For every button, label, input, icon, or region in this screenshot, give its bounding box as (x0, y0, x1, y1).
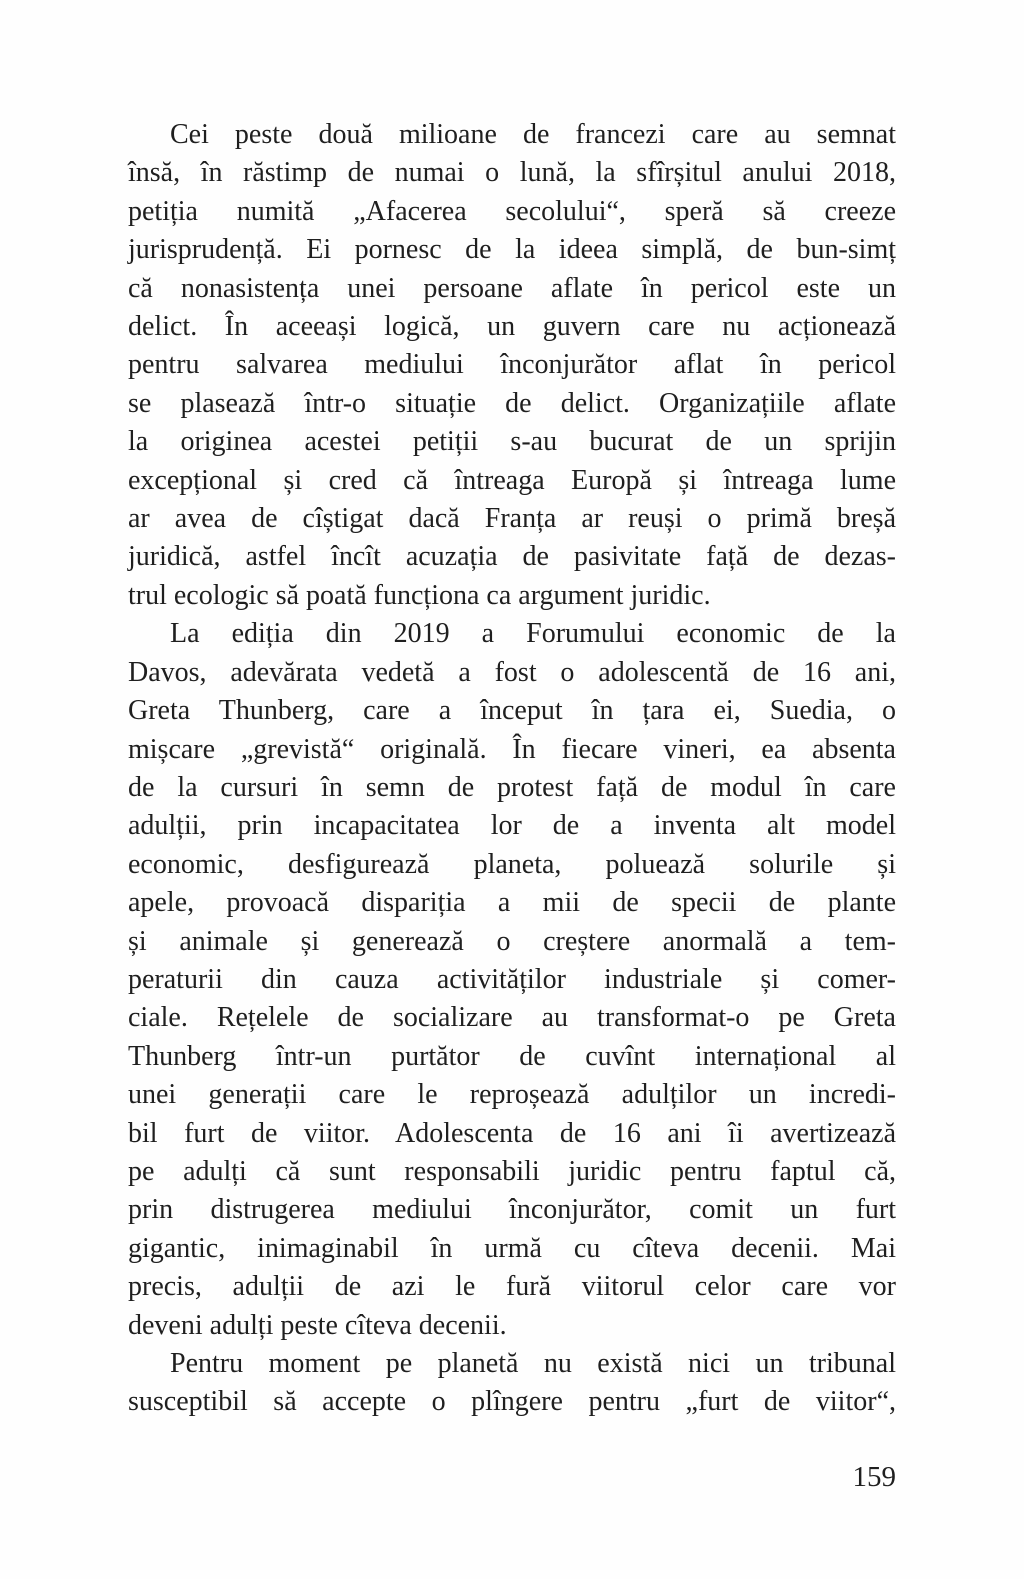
text-line: pe adulți că sunt responsabili juridic pentru faptul că, (128, 1155, 896, 1187)
text-line: Pentru moment pe planetă nu există nici un tribunal (170, 1348, 896, 1379)
text-line: La ediția din 2019 a Forumului economic de la (170, 618, 896, 650)
text-line: însă, în răstimp de numai o lună, la sfîrșitul anului 2018, (128, 157, 896, 189)
text-line: Thunberg într-un purtător de cuvînt internațional al (128, 1040, 896, 1072)
text-line: ciale. Rețelele de socializare au transformat-o pe Greta (128, 1002, 896, 1034)
text-line: trul ecologic să poată funcționa ca argument juridic. (128, 579, 711, 611)
text-line: juridică, astfel încît acuzația de pasivitate față de dezas- (128, 541, 896, 573)
text-line: apele, provoacă dispariția a mii de specii de plante (128, 887, 896, 919)
text-line: că nonasistența unei persoane aflate în pericol este un (128, 272, 896, 304)
text-line: jurisprudență. Ei pornesc de la ideea simplă, de bun-simț (128, 234, 896, 266)
paragraph (128, 615, 896, 1345)
text-line: Greta Thunberg, care a început în țara ei, Suedia, o (128, 695, 896, 727)
text-line: Cei peste două milioane de francezi care au semnat (170, 119, 896, 150)
text-line: unei generații care le reproșează adulților un incredi- (128, 1079, 896, 1111)
text-line: excepțional și cred că întreaga Europă și întreaga lume (128, 464, 896, 496)
text-line: de la cursuri în semn de protest față de modul în care (128, 771, 896, 803)
text-line: gigantic, inimaginabil în urmă cu cîteva decenii. Mai (128, 1232, 896, 1264)
text-line: susceptibil să accepte o plîngere pentru „furt de viitor“, (128, 1386, 896, 1418)
text-line: economic, desfigurează planeta, poluează solurile și (128, 848, 896, 880)
text-line: la originea acestei petiții s-au bucurat de un sprijin (128, 426, 896, 458)
text-line: deveni adulți peste cîteva decenii. (128, 1309, 507, 1341)
text-line: se plasează într-o situație de delict. Organizațiile aflate (128, 387, 896, 419)
text-line: mișcare „grevistă“ originală. În fiecare vineri, ea absenta (128, 733, 896, 765)
page-number: 159 (852, 1461, 896, 1493)
text-line: precis, adulții de azi le fură viitorul celor care vor (128, 1271, 896, 1303)
paragraph (128, 1345, 896, 1422)
text-line: delict. În aceeași logică, un guvern care nu acționează (128, 311, 896, 343)
text-line: adulții, prin incapacitatea lor de a inventa alt model (128, 810, 896, 842)
text-line: bil furt de viitor. Adolescenta de 16 ani îi avertizează (128, 1117, 896, 1149)
text-line: Davos, adevărata vedetă a fost o adolescentă de 16 ani, (128, 656, 896, 688)
text-line: peraturii din cauza activităților industriale și comer- (128, 963, 896, 995)
text-line: prin distrugerea mediului înconjurător, comit un furt (128, 1194, 896, 1226)
body-text (128, 116, 896, 1422)
text-line: și animale și generează o creștere anormală a tem- (128, 925, 896, 957)
text-line: pentru salvarea mediului înconjurător aflat în pericol (128, 349, 896, 381)
text-line: ar avea de cîștigat dacă Franța ar reuși o primă breșă (128, 503, 896, 535)
text-line: petiția numită „Afacerea secolului“, speră să creeze (128, 195, 896, 227)
paragraph (128, 116, 896, 615)
